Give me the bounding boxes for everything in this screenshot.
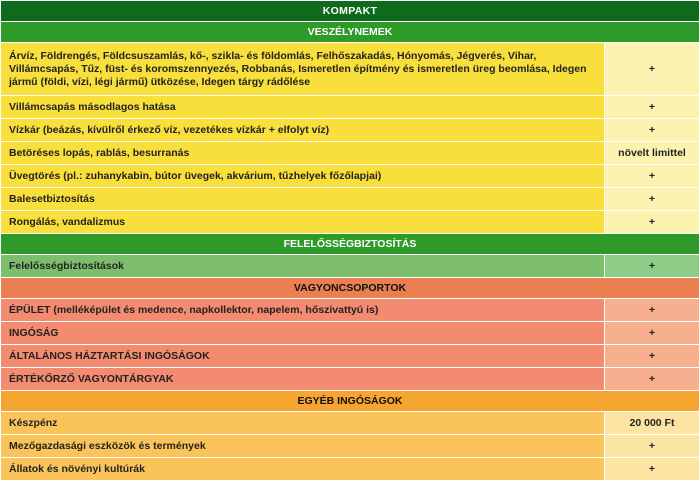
table-row	[1, 96, 700, 119]
row-label: Árvíz, Földrengés, Földcsuszamlás, kő-, szikla- és földomlás, Felhőszakadás, Hónyomás, Jégverés, Vihar, Villámcsapás, Tűz, füst- és koromszennyezés, Robbanás, Ismeretlen építmény és ismeretlen üreg beomlása, Idegen jármű (földi, vízi, légi jármű) ütközése, Idegen tárgy rádőlése	[1, 43, 605, 96]
row-label: Rongálás, vandalizmus	[1, 211, 605, 234]
row-label: Üvegtörés (pl.: zuhanykabin, bútor üvegek, akvárium, tűzhelyek főzőlapjai)	[1, 165, 605, 188]
row-value: +	[605, 322, 700, 345]
table-row	[1, 299, 700, 322]
row-value: 20 000 Ft	[605, 412, 700, 435]
row-label: Felelősségbiztosítások	[1, 255, 605, 278]
table-row	[1, 43, 700, 96]
row-label: ÁLTALÁNOS HÁZTARTÁSI INGÓSÁGOK	[1, 345, 605, 368]
row-value: +	[605, 345, 700, 368]
section-header-veszelynemek	[1, 22, 700, 43]
table-row	[1, 188, 700, 211]
table-row	[1, 119, 700, 142]
section-title: VESZÉLYNEMEK	[1, 22, 700, 43]
table-row	[1, 458, 700, 481]
row-value: +	[605, 255, 700, 278]
row-value: +	[605, 435, 700, 458]
table-row	[1, 255, 700, 278]
table-row	[1, 345, 700, 368]
section-header-vagyoncsoportok	[1, 278, 700, 299]
table-row	[1, 142, 700, 165]
table-row	[1, 435, 700, 458]
row-value: +	[605, 188, 700, 211]
section-title: FELELŐSSÉGBIZTOSÍTÁS	[1, 234, 700, 255]
row-value: +	[605, 165, 700, 188]
row-value: +	[605, 299, 700, 322]
row-label: INGÓSÁG	[1, 322, 605, 345]
row-label: Állatok és növényi kultúrák	[1, 458, 605, 481]
table-row	[1, 165, 700, 188]
section-title: EGYÉB INGÓSÁGOK	[1, 391, 700, 412]
table-row	[1, 322, 700, 345]
row-label: ÉPÜLET (melléképület és medence, napkollektor, napelem, hőszivattyú is)	[1, 299, 605, 322]
row-value: +	[605, 119, 700, 142]
table-row	[1, 412, 700, 435]
row-value: +	[605, 96, 700, 119]
row-label: ÉRTÉKŐRZŐ VAGYONTÁRGYAK	[1, 368, 605, 391]
row-value: +	[605, 43, 700, 96]
row-label: Villámcsapás másodlagos hatása	[1, 96, 605, 119]
table-title-row	[1, 1, 700, 22]
table-title: KOMPAKT	[1, 1, 700, 22]
row-value: +	[605, 211, 700, 234]
table-row	[1, 368, 700, 391]
row-label: Mezőgazdasági eszközök és termények	[1, 435, 605, 458]
row-value: +	[605, 368, 700, 391]
row-label: Készpénz	[1, 412, 605, 435]
row-label: Vízkár (beázás, kívülről érkező víz, vezetékes vízkár + elfolyt víz)	[1, 119, 605, 142]
row-label: Balesetbiztosítás	[1, 188, 605, 211]
row-value: +	[605, 458, 700, 481]
section-title: VAGYONCSOPORTOK	[1, 278, 700, 299]
section-header-felelosseg	[1, 234, 700, 255]
section-header-egyeb	[1, 391, 700, 412]
table-row	[1, 211, 700, 234]
row-label: Betöréses lopás, rablás, besurranás	[1, 142, 605, 165]
row-value: növelt limittel	[605, 142, 700, 165]
